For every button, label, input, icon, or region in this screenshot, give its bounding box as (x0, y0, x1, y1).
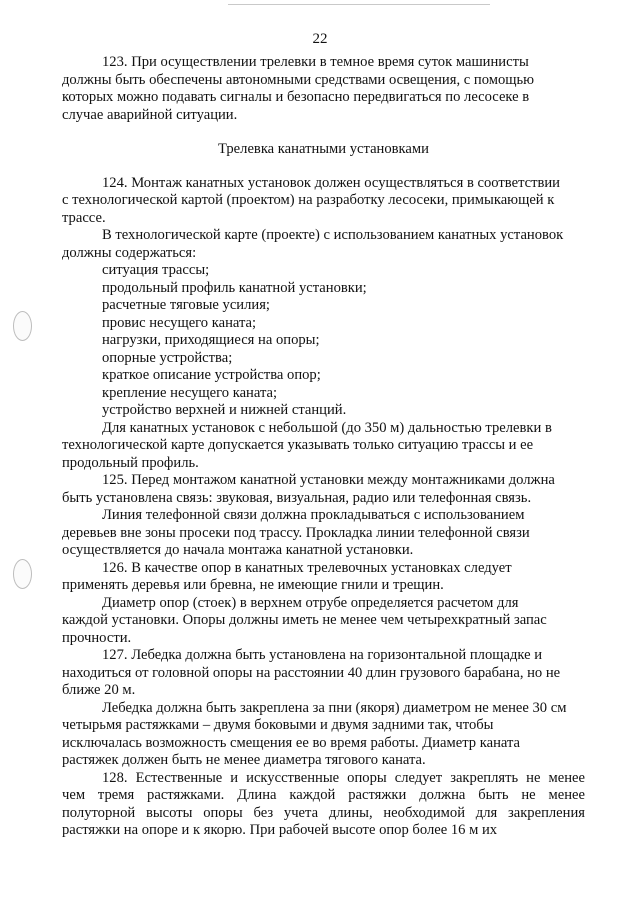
p123-line: случае аварийной ситуации. (62, 106, 238, 123)
p123-line: должны быть обеспечены автономными средствами освещения, с помощью (62, 71, 535, 88)
punch-hole-mark (13, 311, 32, 341)
p128-line: полуторной высоты опоры без учета длины, необходимой для закрепления (62, 804, 585, 821)
p126-line: 126. В качестве опор в канатных трелевочных установках следует (102, 559, 512, 576)
heading-rope-line: Трелевка канатными установками (218, 141, 429, 157)
li-9-line: устройство верхней и нижней станций. (102, 402, 347, 418)
li-4-line: провис несущего каната; (102, 314, 257, 331)
p128-line: растяжки на опоре и к якорю. При рабочей высоте опор более 16 м их (62, 822, 498, 838)
p126-diam-line: прочности. (62, 629, 132, 646)
p128-line: чем тремя растяжками. Длина каждой растяжки должна быть не менее (62, 787, 585, 803)
p124-small-line: продольный профиль. (62, 454, 199, 471)
p125-line: 125. Перед монтажом канатной установки между монтажниками должна (102, 472, 555, 488)
p128-line: 128. Естественные и искусственные опоры следует закреплять не менее (102, 769, 585, 786)
p124-line: с технологической картой (проектом) на разработку лесосеки, примыкающей к (62, 192, 555, 208)
top-edge-line (228, 4, 490, 5)
p126-diam-line: каждой установки. Опоры должны иметь не менее чем четырехкратный запас (62, 612, 547, 628)
p124-small-line: технологической карте допускается указывать только ситуацию трассы и ее (62, 437, 534, 453)
p124-card-line: должны содержаться: (62, 244, 197, 261)
p127-anchor-line: растяжек должен быть не менее диаметра тягового каната. (62, 752, 426, 768)
p123-line: 123. При осуществлении трелевки в темное время суток машинисты (102, 54, 529, 70)
page-number: 22 (312, 31, 328, 47)
li-1-line: ситуация трассы; (102, 262, 210, 278)
li-7-line: краткое описание устройства опор; (102, 367, 321, 383)
p124-card-line: В технологической карте (проекте) с использованием канатных установок (102, 227, 564, 243)
p123-line: которых можно подавать сигналы и безопасно передвигаться по лесосеке в (62, 89, 530, 105)
li-5-line: нагрузки, приходящиеся на опоры; (102, 332, 320, 348)
p125-line: быть установлена связь: звуковая, визуальная, радио или телефонная связь. (62, 489, 532, 506)
p127-line: 127. Лебедка должна быть установлена на горизонтальной площадке и (102, 647, 543, 663)
p126-line: применять деревья или бревна, не имеющие гнили и трещин. (62, 577, 444, 593)
p125-line-line: осуществляется до начала монтажа канатной установки. (62, 542, 414, 558)
p124-line: 124. Монтаж канатных установок должен осуществляться в соответствии (102, 174, 560, 191)
p125-line-line: Линия телефонной связи должна прокладываться с использованием (102, 507, 525, 523)
punch-hole-mark (13, 559, 32, 589)
li-3-line: расчетные тяговые усилия; (102, 297, 270, 313)
p124-line: трассе. (62, 209, 106, 226)
p127-anchor-line: четырьмя растяжками – двумя боковыми и двумя задними так, чтобы (62, 717, 494, 733)
li-8-line: крепление несущего каната; (102, 384, 278, 401)
li-6-line: опорные устройства; (102, 349, 233, 366)
p127-anchor-line: Лебедка должна быть закреплена за пни (якоря) диаметром не менее 30 см (102, 699, 567, 716)
p127-line: находиться от головной опоры на расстоянии 40 длин грузового барабана, но не (62, 664, 561, 681)
p126-diam-line: Диаметр опор (стоек) в верхнем отрубе определяется расчетом для (102, 594, 519, 611)
p124-small-line: Для канатных установок с небольшой (до 350 м) дальностью трелевки в (102, 419, 552, 436)
p127-line: ближе 20 м. (62, 682, 136, 698)
document-body (62, 54, 585, 840)
li-2-line: продольный профиль канатной установки; (102, 279, 367, 296)
p127-anchor-line: исключалась возможность смещения ее во время работы. Диаметр каната (62, 734, 521, 751)
p125-line-line: деревьев вне зоны просеки под трассу. Прокладка линии телефонной связи (62, 524, 530, 541)
